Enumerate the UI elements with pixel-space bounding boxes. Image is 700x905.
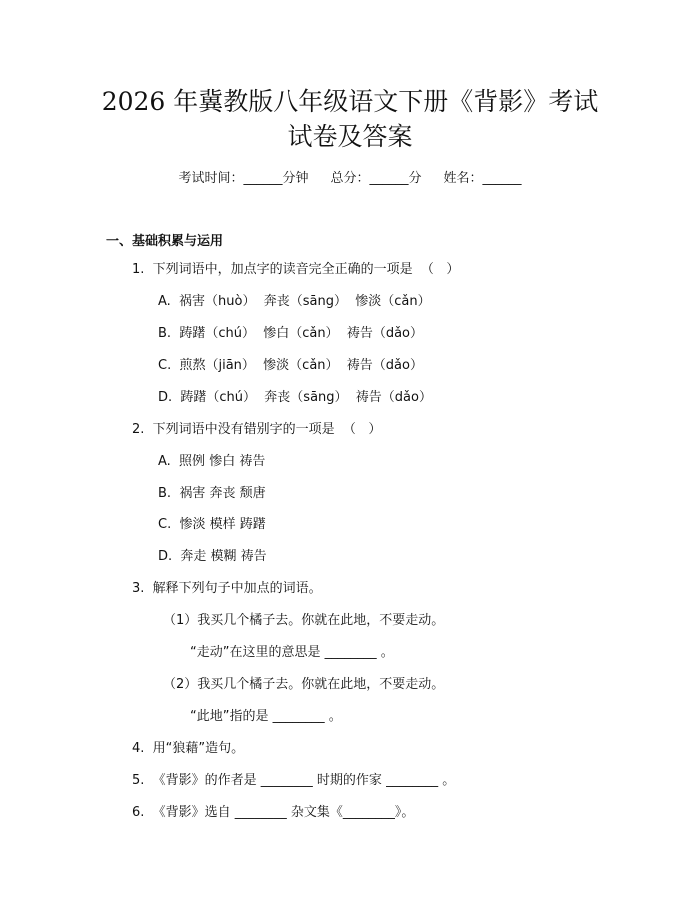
page-title-line-2: 试卷及答案 [287, 122, 413, 151]
question-2-option-c: C. 惨淡 模样 踌躇 [158, 517, 266, 532]
question-1-option-b: B. 踌躇（chú） 惨白（cǎn） 祷告（dǎo） [158, 326, 423, 341]
student-name-field: 姓名：______ [443, 171, 522, 186]
question-3: 3. 解释下列句子中加点的词语。 [132, 581, 322, 596]
question-2-option-b: B. 祸害 奔丧 颓唐 [158, 486, 266, 501]
question-2-option-d: D. 奔走 模糊 祷告 [158, 549, 267, 564]
total-score-field: 总分：______分 [330, 171, 422, 186]
question-2: 2. 下列词语中没有错别字的一项是 （ ） [132, 422, 382, 437]
question-1-option-d: D. 踌躇（chú） 奔丧（sāng） 祷告（dǎo） [158, 390, 432, 405]
question-3-part-1-answer: “走动”在这里的意思是 ________ 。 [190, 645, 394, 660]
exam-time-field: 考试时间：______分钟 [178, 171, 309, 186]
question-6: 6. 《背影》选自 ________ 杂文集《________》。 [132, 805, 415, 820]
question-1-option-a: A. 祸害（huò） 奔丧（sāng） 惨淡（cǎn） [158, 294, 431, 309]
section-heading: 一、基础积累与运用 [106, 234, 224, 249]
question-1-option-c: C. 煎熬（jiān） 惨淡（cǎn） 祷告（dǎo） [158, 358, 423, 373]
question-1: 1. 下列词语中，加点字的读音完全正确的一项是 （ ） [132, 262, 460, 277]
question-3-part-1-sentence: （1）我买几个橘子去。你就在此地，不要走动。 [163, 613, 445, 628]
question-3-part-2-sentence: （2）我买几个橘子去。你就在此地，不要走动。 [163, 677, 445, 692]
exam-info [0, 167, 700, 186]
question-3-part-2-answer: “此地”指的是 ________ 。 [190, 709, 342, 724]
question-2-option-a: A. 照例 惨白 祷告 [158, 454, 266, 469]
page-title-line-1: 2026 年冀教版八年级语文下册《背影》考试 [101, 87, 599, 116]
question-4: 4. 用“狼藉”造句。 [132, 741, 245, 756]
question-5: 5. 《背影》的作者是 ________ 时期的作家 ________ 。 [132, 773, 456, 788]
